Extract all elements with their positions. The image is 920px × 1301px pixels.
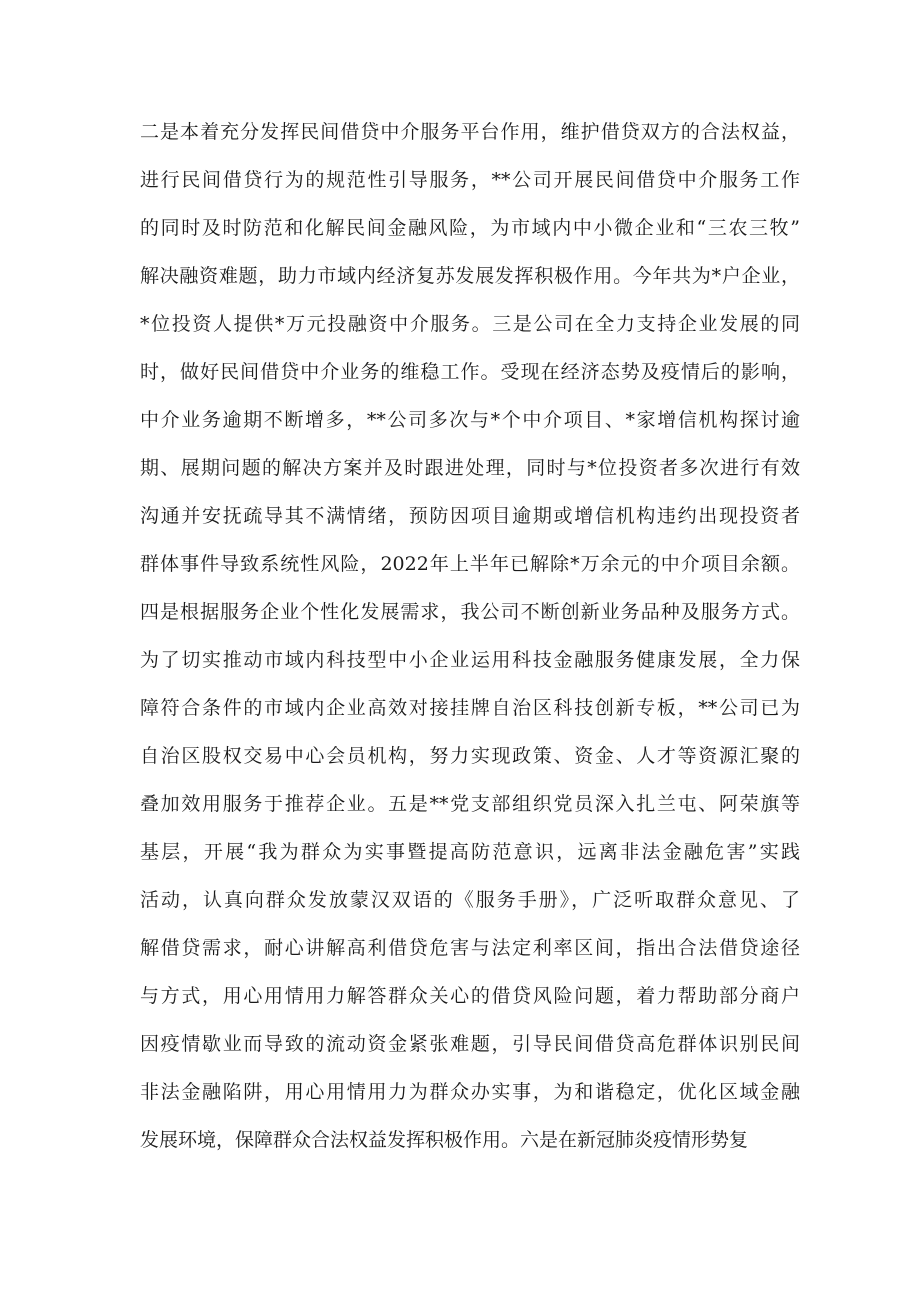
text-line: 沟通并安抚疏导其不满情绪，预防因项目逾期或增信机构违约出现投资者	[140, 505, 800, 527]
text-line: 中介业务逾期不断增多，**公司多次与*个中介项目、*家增信机构探讨逾	[140, 409, 800, 431]
text-line: 的同时及时防范和化解民间金融风险，为市域内中小微企业和“三农三牧”	[140, 217, 800, 239]
text-line: 为了切实推动市域内科技型中小企业运用科技金融服务健康发展，全力保	[140, 649, 800, 671]
text-line: 四是根据服务企业个性化发展需求，我公司不断创新业务品种及服务方式。	[140, 601, 800, 623]
text-line: 时，做好民间借贷中介业务的维稳工作。受现在经济态势及疫情后的影响，	[140, 361, 800, 383]
text-line: 期、展期问题的解决方案并及时跟进处理，同时与*位投资者多次进行有效	[140, 457, 800, 479]
text-line: 活动，认真向群众发放蒙汉双语的《服务手册》，广泛听取群众意见、了	[140, 889, 800, 911]
text-line: 群体事件导致系统性风险，2022年上半年已解除*万余元的中介项目余额。	[140, 553, 800, 575]
text-line: 解借贷需求，耐心讲解高利借贷危害与法定利率区间，指出合法借贷途径	[140, 937, 800, 959]
text-line: 基层，开展“我为群众为实事暨提高防范意识，远离非法金融危害”实践	[140, 841, 800, 863]
text-line: 自治区股权交易中心会员机构，努力实现政策、资金、人才等资源汇聚的	[140, 745, 800, 767]
text-line: 二是本着充分发挥民间借贷中介服务平台作用，维护借贷双方的合法权益，	[140, 121, 800, 143]
text-line: 进行民间借贷行为的规范性引导服务，**公司开展民间借贷中介服务工作	[140, 169, 800, 191]
body-paragraph	[140, 108, 800, 1164]
text-line: 与方式，用心用情用力解答群众关心的借贷风险问题，着力帮助部分商户	[140, 985, 800, 1007]
text-line: 因疫情歇业而导致的流动资金紧张难题，引导民间借贷高危群体识别民间	[140, 1033, 800, 1055]
text-line: *位投资人提供*万元投融资中介服务。三是公司在全力支持企业发展的同	[140, 313, 800, 335]
text-line: 叠加效用服务于推荐企业。五是**党支部组织党员深入扎兰屯、阿荣旗等	[140, 793, 800, 815]
text-line: 非法金融陷阱，用心用情用力为群众办实事，为和谐稳定，优化区域金融	[140, 1081, 800, 1103]
text-line: 障符合条件的市域内企业高效对接挂牌自治区科技创新专板，**公司已为	[140, 697, 800, 719]
text-line: 解决融资难题，助力市域内经济复苏发展发挥积极作用。今年共为*户企业，	[140, 265, 800, 287]
text-line: 发展环境，保障群众合法权益发挥积极作用。六是在新冠肺炎疫情形势复	[140, 1129, 749, 1151]
